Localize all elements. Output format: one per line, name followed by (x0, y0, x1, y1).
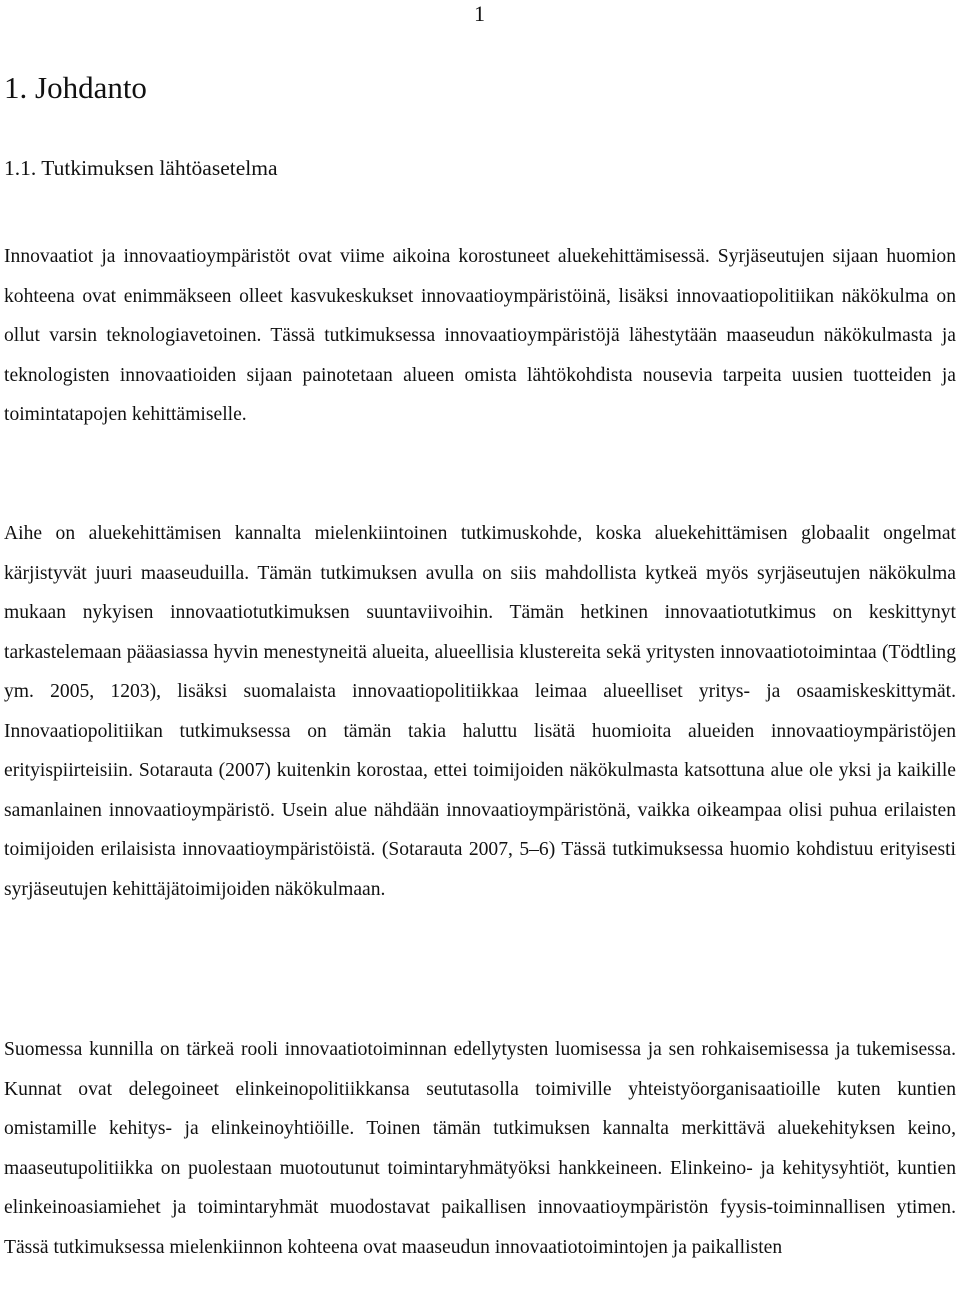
page-number: 1 (474, 1, 485, 26)
chapter-title: 1. Johdanto (4, 70, 147, 105)
section-title: 1.1. Tutkimuksen lähtöasetelma (4, 156, 278, 180)
body-paragraph: Suomessa kunnilla on tärkeä rooli innovaatiotoiminnan edellytysten luomisessa ja sen rohkaisemisessa ja tukemisessa. Kunnat ovat delegoineet elinkeinopolitiikkansa seututasolla toimiville yhteistyöorganisaatioille kuten kuntien omistamille kehitys- ja elinkeinoyhtiöille. Toinen tämän tutkimuksen kannalta merkittävä aluekehityksen keino, maaseutupolitiikka on puolestaan muotoutunut toimintaryhmätyöksi hankkeineen. Elinkeino- ja kehitysyhtiöt, kuntien elinkeinoasiamiehet ja toimintaryhmät muodostavat paikallisen innovaatioympäristön fyysis-toiminnallisen ytimen. Tässä tutkimuksessa mielenkiinnon kohteena ovat maaseudun innovaatiotoimintojen ja paikallisten (4, 1039, 956, 1258)
body-paragraph: Aihe on aluekehittämisen kannalta mielenkiintoinen tutkimuskohde, koska aluekehittämisen globaalit ongelmat kärjistyvät juuri maaseuduilla. Tämän tutkimuksen avulla on siis mahdollista kytkeä myös syrjäseutujen näkökulma mukaan nykyisen innovaatiotutkimuksen suuntaviivoihin. Tämän hetkinen innovaatiotutkimus on keskittynyt tarkastelemaan pääasiassa hyvin menestyneitä alueita, alueellisia klustereita sekä yritysten innovaatiotoimintaa (Tödtling ym. 2005, 1203), lisäksi suomalaista innovaatiopolitiikkaa leimaa alueelliset yritys- ja osaamiskeskittymät. Innovaatiopolitiikan tutkimuksessa on tämän takia haluttu lisätä huomioita alueiden innovaatioympäristöjen erityispiirteisiin. Sotarauta (2007) kuitenkin korostaa, ettei toimijoiden näkökulmasta katsottuna alue ole yksi ja kaikille samanlainen innovaatioympäristö. Usein alue nähdään innovaatioympäristönä, vaikka oikeampaa olisi puhua erilaisten toimijoiden erilaisista innovaatioympäristöistä. (Sotarauta 2007, 5–6) Tässä tutkimuksessa huomio kohdistuu erityisesti syrjäseutujen kehittäjätoimijoiden näkökulmaan. (4, 523, 956, 900)
body-paragraph: Innovaatiot ja innovaatioympäristöt ovat viime aikoina korostuneet aluekehittämisessä. Syrjäseutujen sijaan huomion kohteena ovat enimmäkseen olleet kasvukeskukset innovaatioympäristöinä, lisäksi innovaatiopolitiikan näkökulma on ollut varsin teknologiavetoinen. Tässä tutkimuksessa innovaatioympäristöjä lähestytään maaseudun näkökulmasta ja teknologisten innovaatioiden sijaan painotetaan alueen omista lähtökohdista nousevia tarpeita uusien tuotteiden ja toimintatapojen kehittämiselle. (4, 246, 956, 425)
